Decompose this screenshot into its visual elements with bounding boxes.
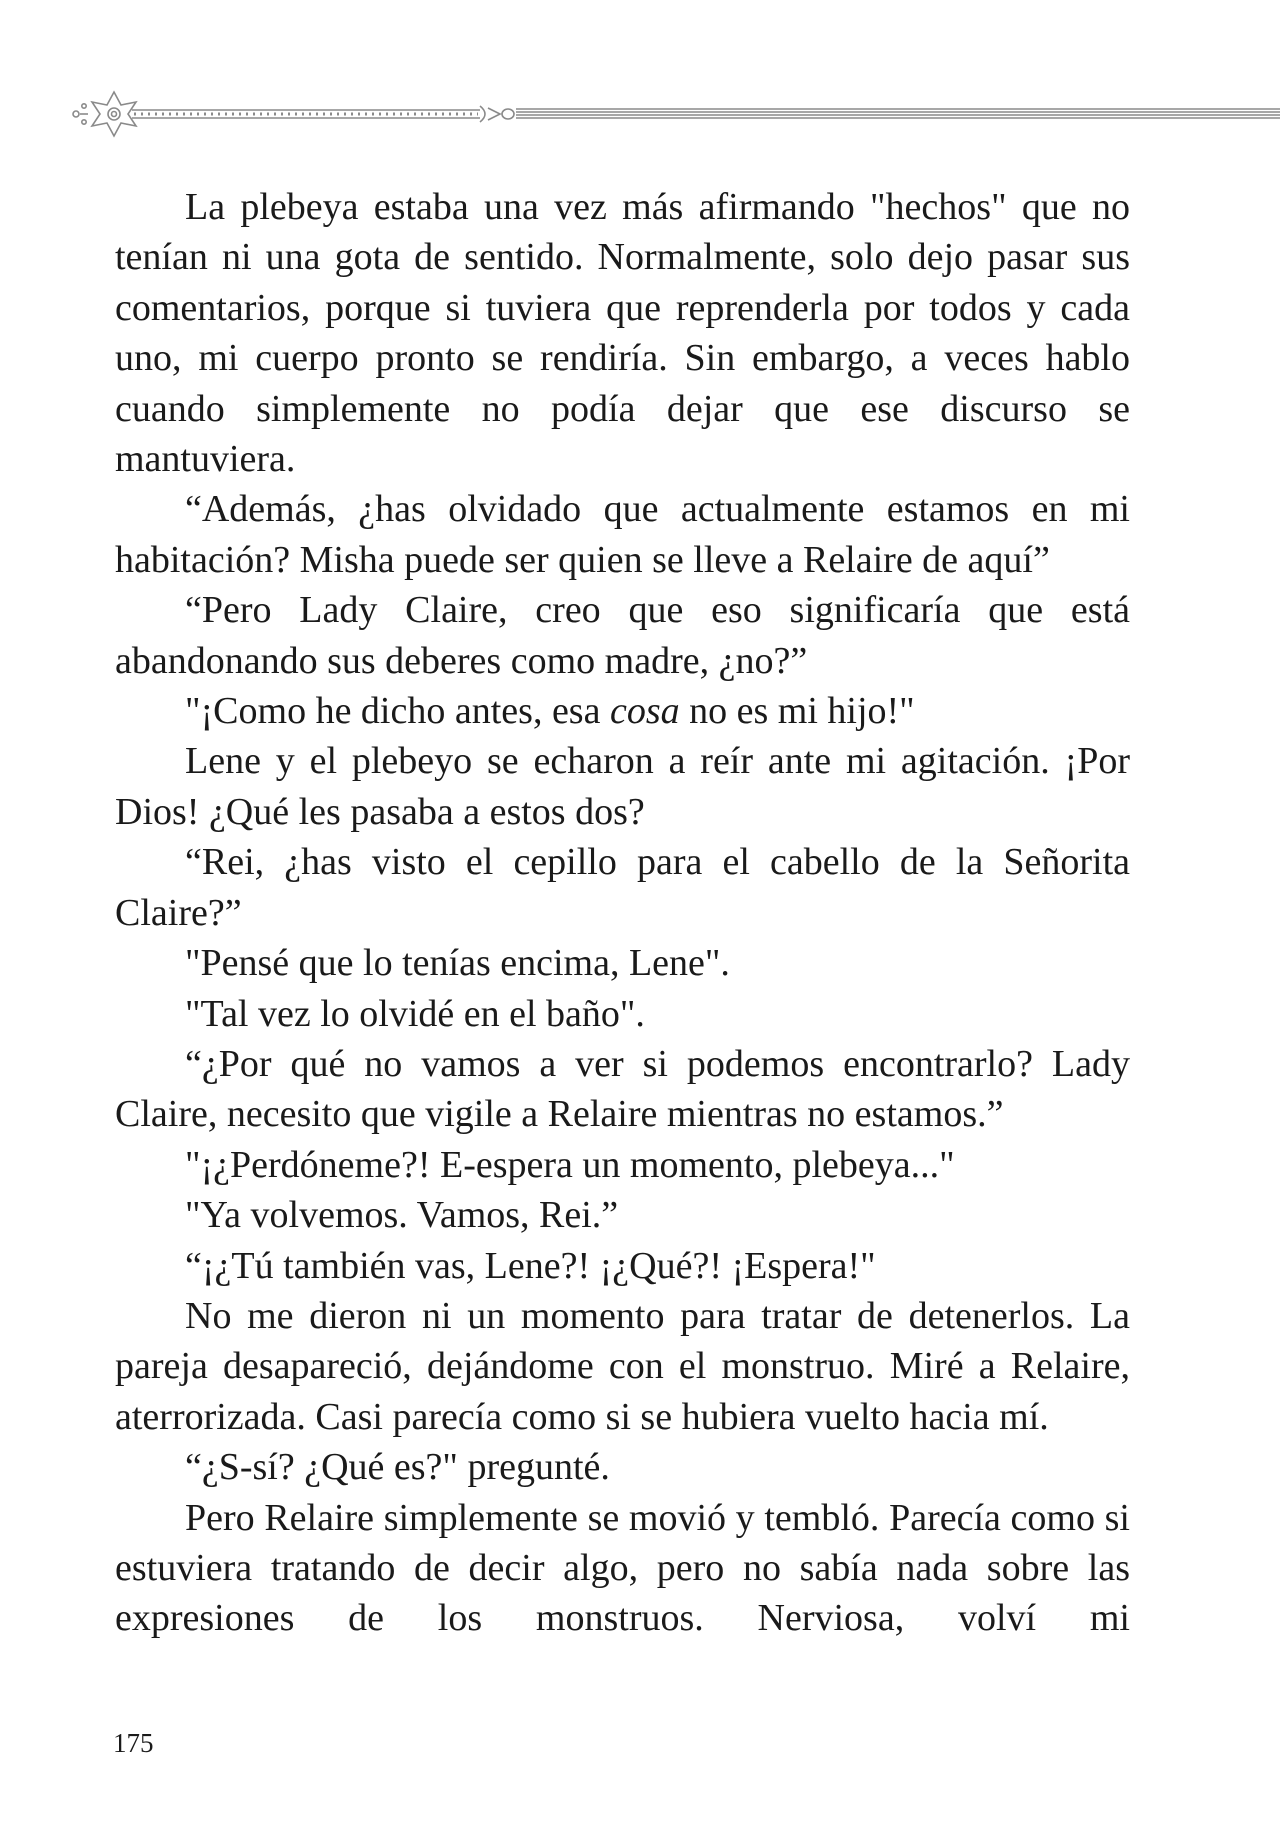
paragraph-text-after: no es mi hijo!" [679,690,915,733]
paragraph: “¿Por qué no vamos a ver si podemos encontrarlo? Lady Claire, necesito que vigile a Relaire mientras no estamos.” [115,1042,1130,1136]
paragraph: “Pero Lady Claire, creo que eso significaría que está abandonando sus deberes como madre, ¿no?” [115,589,1130,682]
chapter-body-text [115,182,1130,1644]
paragraph: “Además, ¿has olvidado que actualmente estamos en mi habitación? Misha puede ser quien se lleve a Relaire de aquí” [115,488,1130,581]
paragraph: Lene y el plebeyo se echaron a reír ante mi agitación. ¡Por Dios! ¿Qué les pasaba a estos dos? [115,740,1130,833]
floral-header-ornament-icon [70,86,1280,142]
paragraph: “¡¿Tú también vas, Lene?! ¡¿Qué?! ¡Espera!" [185,1244,876,1287]
paragraph: No me dieron ni un momento para tratar de detenerlos. La pareja desapareció, dejándome con el monstruo. Miré a Relaire, aterrorizada. Casi parecía como si se hubiera vuelto hacia mí. [115,1294,1130,1438]
paragraph: “Rei, ¿has visto el cepillo para el cabello de la Señorita Claire?” [115,841,1130,934]
paragraph: La plebeya estaba una vez más afirmando "hechos" que no tenían ni una gota de sentido. Normalmente, solo dejo pasar sus comentarios, porque si tuviera que reprenderla por todos y cada uno, mi cuerpo pronto se rendiría. Sin embargo, a veces hablo cuando simplemente no podía dejar que ese discurso se mantuviera. [115,186,1130,481]
page-number: 175 [113,1728,154,1758]
paragraph: Pero Relaire simplemente se movió y tembló. Parecía como si estuviera tratando de decir algo, pero no sabía nada sobre las expresiones de los monstruos. Nerviosa, volví mi [115,1496,1130,1640]
paragraph [115,686,1130,736]
paragraph: "Pensé que lo tenías encima, Lene". [185,942,730,985]
paragraph: "Ya volvemos. Vamos, Rei.” [185,1194,619,1237]
paragraph: "Tal vez lo olvidé en el baño". [185,992,645,1035]
emphasized-word: cosa [609,690,680,733]
paragraph: "¡¿Perdóneme?! E-espera un momento, plebeya..." [185,1143,955,1186]
paragraph: “¿S-sí? ¿Qué es?" pregunté. [185,1446,610,1489]
paragraph-text-before: "¡Como he dicho antes, esa [185,690,610,733]
